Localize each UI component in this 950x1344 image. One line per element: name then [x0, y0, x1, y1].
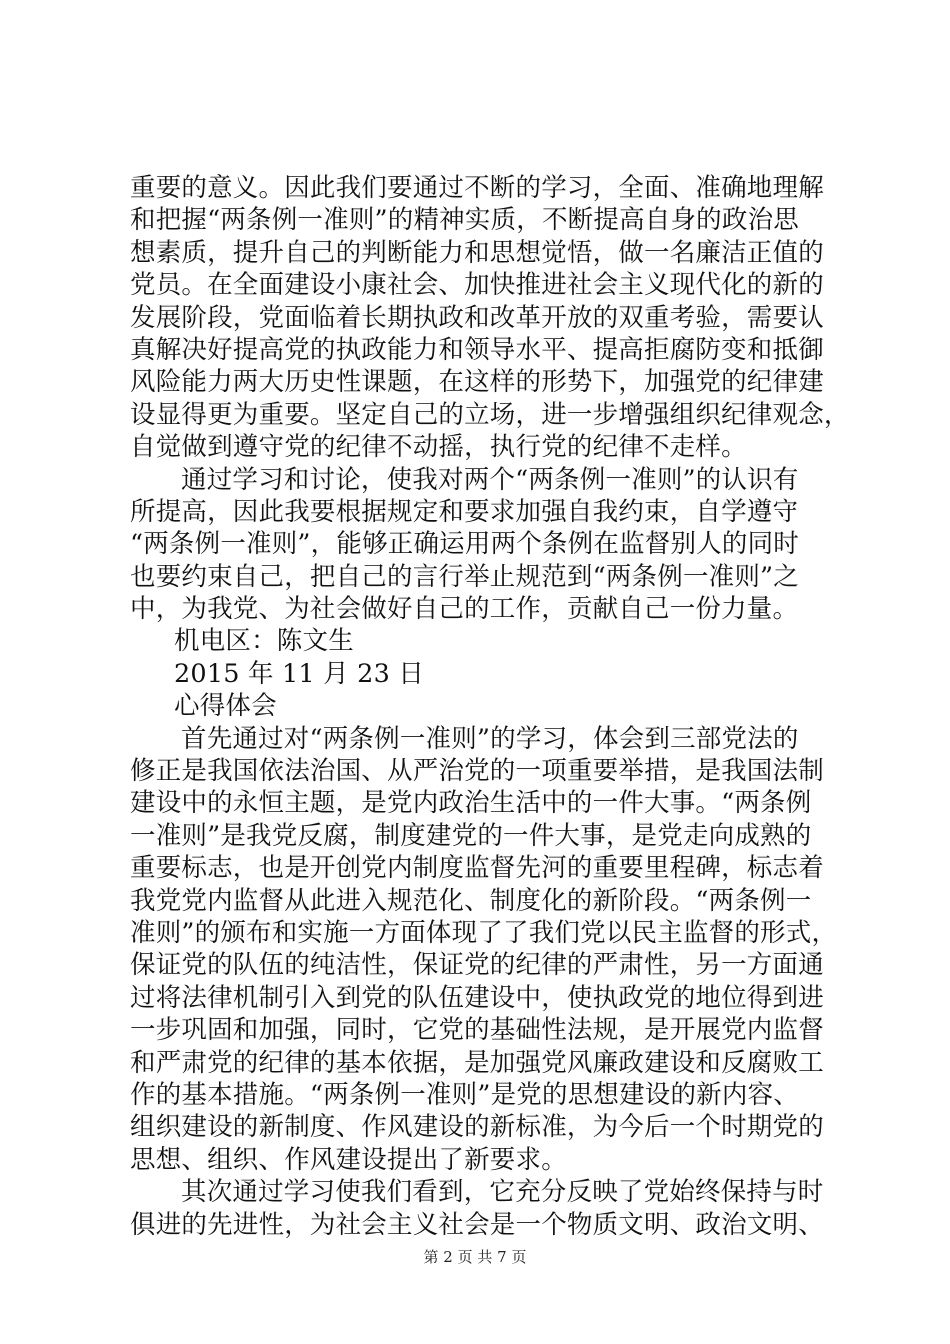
text-line: 准则”的颁布和实施一方面体现了了我们党以民主监督的形式，	[130, 917, 838, 948]
text-line: 机电区：陈文生	[174, 626, 354, 657]
text-line: 中，为我党、为社会做好自己的工作，贡献自己一份力量。	[130, 594, 799, 625]
text-line: 其次通过学习使我们看到，它充分反映了党始终保持与时	[181, 1177, 824, 1208]
text-line: 所提高，因此我要根据规定和要求加强自我约束，自学遵守	[130, 496, 799, 527]
text-line: 想素质，提升自己的判断能力和思想觉悟，做一名廉洁正值的	[130, 237, 824, 268]
text-line: 过将法律机制引入到党的队伍建设中，使执政党的地位得到进	[130, 982, 824, 1013]
text-line: 自觉做到遵守党的纪律不动摇，执行党的纪律不走样。	[130, 432, 747, 463]
text-line: 俱进的先进性，为社会主义社会是一个物质文明、政治文明、	[130, 1209, 824, 1240]
text-line: 2015 年 11 月 23 日	[174, 658, 425, 689]
text-line: 保证党的队伍的纯洁性，保证党的纪律的严肃性，另一方面通	[130, 950, 824, 981]
text-line: 发展阶段，党面临着长期执政和改革开放的双重考验，需要认	[130, 302, 824, 333]
text-line: 首先通过对“两条例一准则”的学习，体会到三部党法的	[181, 723, 799, 754]
text-line: 建设中的永恒主题，是党内政治生活中的一件大事。“两条例	[130, 788, 812, 819]
text-line: 也要约束自己，把自己的言行举止规范到“两条例一准则”之	[130, 561, 799, 592]
text-line: 思想、组织、作风建设提出了新要求。	[130, 1144, 567, 1175]
text-line: 设显得更为重要。坚定自己的立场，进一步增强组织纪律观念，	[130, 399, 850, 430]
document-body	[130, 172, 850, 1241]
text-line: 和把握“两条例一准则”的精神实质，不断提高自身的政治思	[130, 205, 799, 236]
text-line: 我党党内监督从此进入规范化、制度化的新阶段。“两条例一	[130, 885, 812, 916]
page-footer: 第 2 页 共 7 页	[423, 1248, 527, 1266]
text-line: 作的基本措施。“两条例一准则”是党的思想建设的新内容、	[130, 1079, 799, 1110]
text-line: 风险能力两大历史性课题，在这样的形势下，加强党的纪律建	[130, 367, 824, 398]
text-line: 组织建设的新制度、作风建设的新标准，为今后一个时期党的	[130, 1112, 824, 1143]
text-line: 重要的意义。因此我们要通过不断的学习，全面、准确地理解	[130, 173, 824, 203]
text-line: 一准则”是我党反腐，制度建党的一件大事，是党走向成熟的	[130, 820, 812, 851]
text-line: 重要标志，也是开创党内制度监督先河的重要里程碑，标志着	[130, 853, 824, 884]
text-line: 和严肃党的纪律的基本依据，是加强党风廉政建设和反腐败工	[130, 1047, 824, 1078]
text-line: 一步巩固和加强，同时，它党的基础性法规，是开展党内监督	[130, 1015, 824, 1046]
text-line: 党员。在全面建设小康社会、加快推进社会主义现代化的新的	[130, 270, 824, 301]
text-line: 心得体会	[174, 691, 277, 722]
text-line: 真解决好提高党的执政能力和领导水平、提高拒腐防变和抵御	[130, 334, 824, 365]
text-line: “两条例一准则”，能够正确运用两个条例在监督别人的同时	[130, 529, 799, 560]
text-line: 通过学习和讨论，使我对两个“两条例一准则”的认识有	[181, 464, 799, 495]
text-line: 修正是我国依法治国、从严治党的一项重要举措，是我国法制	[130, 756, 824, 787]
